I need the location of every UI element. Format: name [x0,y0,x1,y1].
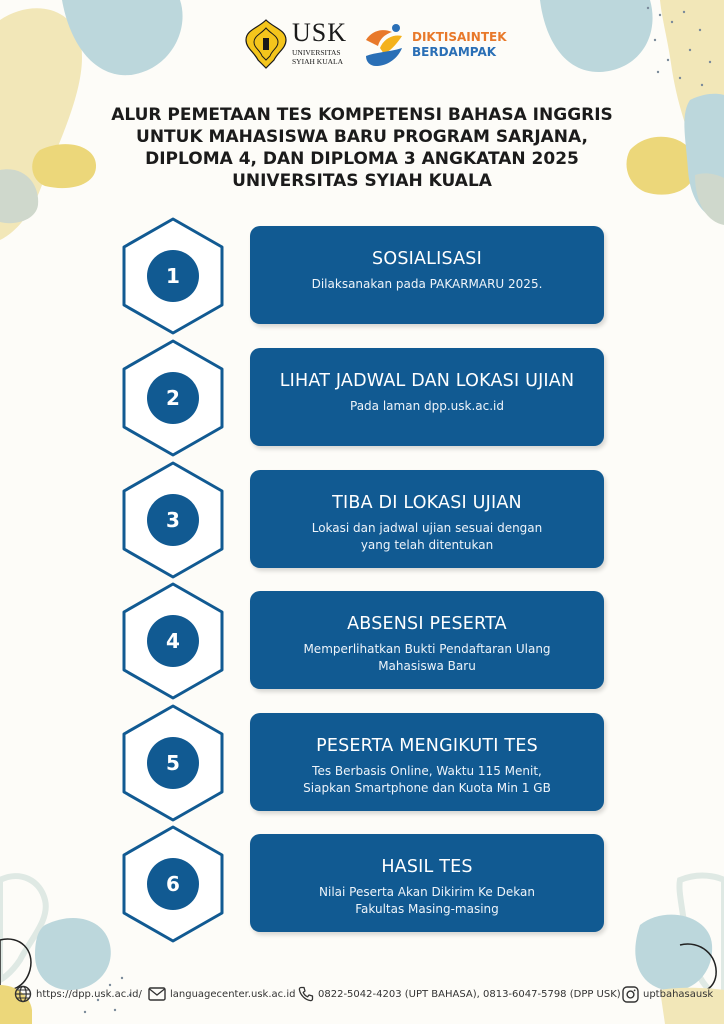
step-4 [120,581,610,701]
dikti-line2: BERDAMPAK [412,45,497,59]
usk-subtitle [292,48,352,66]
step-6 [120,824,610,944]
step-desc-line2: yang telah ditentukan [360,538,494,552]
step-desc-line1: Pada laman dpp.usk.ac.id [350,399,504,413]
footer-phone[interactable] [298,984,621,1004]
step-5 [120,703,610,823]
mail-icon [148,987,166,1001]
step-desc-line2: Fakultas Masing-masing [355,902,499,916]
step-title: SOSIALISASI [372,249,482,269]
step-desc-line1: Lokasi dan jadwal ujian sesuai dengan [311,521,543,535]
usk-sub-line1: UNIVERSITAS [292,48,341,57]
step-card [250,226,604,324]
usk-emblem-icon [244,18,288,70]
step-description [250,884,604,918]
step-number: 2 [147,372,199,424]
title-line-1: ALUR PEMETAAN TES KOMPETENSI BAHASA INGGRIS [111,105,613,125]
step-card [250,834,604,932]
usk-name: USK [292,18,348,47]
step-card [250,348,604,446]
header-logos [244,18,514,74]
step-desc-line1: Nilai Peserta Akan Dikirim Ke Dekan [319,885,535,899]
step-title: ABSENSI PESERTA [347,614,507,634]
step-description [250,520,604,554]
step-number: 3 [147,494,199,546]
page-title [92,104,632,192]
step-card [250,470,604,568]
footer-email-text: languagecenter.usk.ac.id [170,988,296,1000]
step-card [250,591,604,689]
step-description [250,763,604,797]
title-line-3: DIPLOMA 4, DAN DIPLOMA 3 ANGKATAN 2025 [145,149,579,169]
step-2 [120,338,610,458]
step-number: 1 [147,250,199,302]
step-description [250,641,604,675]
step-description [250,398,604,415]
step-desc-line1: Tes Berbasis Online, Waktu 115 Menit, [312,764,542,778]
step-description [250,276,604,293]
dikti-emblem-icon [362,22,406,70]
instagram-icon [622,986,639,1003]
step-card [250,713,604,811]
footer-website[interactable] [14,984,142,1004]
footer [14,984,714,1004]
footer-website-text: https://dpp.usk.ac.id/ [36,988,142,1000]
step-desc-line2: Mahasiswa Baru [378,659,476,673]
step-desc-line1: Memperlihatkan Bukti Pendaftaran Ulang [303,642,551,656]
step-title: LIHAT JADWAL DAN LOKASI UJIAN [279,371,575,391]
phone-icon [298,986,314,1002]
footer-email[interactable] [148,984,295,1004]
step-1 [120,216,610,336]
dikti-line1: DIKTISAINTEK [412,30,507,44]
usk-sub-line2: SYIAH KUALA [292,57,344,66]
step-number: 5 [147,737,199,789]
step-number: 6 [147,858,199,910]
step-title: TIBA DI LOKASI UJIAN [332,493,522,513]
footer-instagram-text: uptbahasausk [643,988,714,1000]
step-3 [120,460,610,580]
footer-instagram[interactable] [622,984,713,1004]
step-number: 4 [147,615,199,667]
title-line-4: UNIVERSITAS SYIAH KUALA [232,171,492,191]
step-title: PESERTA MENGIKUTI TES [316,736,538,756]
step-desc-line2: Siapkan Smartphone dan Kuota Min 1 GB [303,781,551,795]
title-line-2: UNTUK MAHASISWA BARU PROGRAM SARJANA, [136,127,588,147]
step-desc-line1: Dilaksanakan pada PAKARMARU 2025. [311,277,543,291]
footer-phone-text: 0822-5042-4203 (UPT BAHASA), 0813-6047-5798 (DPP USK) [318,988,621,1000]
step-title: HASIL TES [381,857,473,877]
globe-icon [14,985,32,1003]
